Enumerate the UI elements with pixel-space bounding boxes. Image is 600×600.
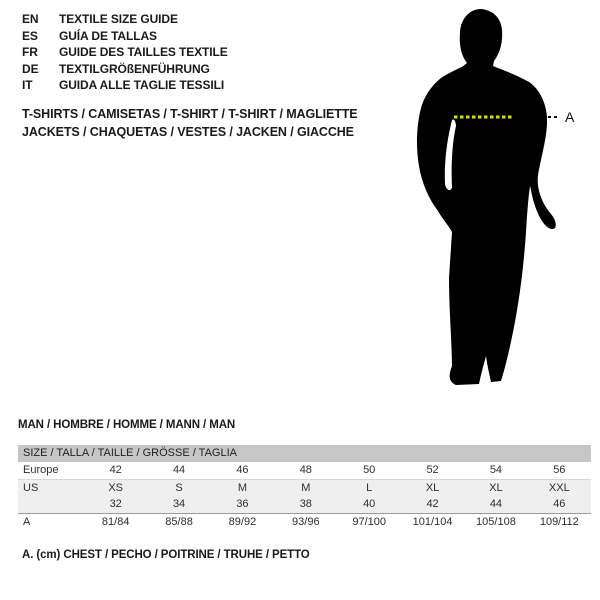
table-cell: 50: [363, 464, 376, 476]
language-label: GUÍA DE TALLAS: [59, 28, 157, 43]
measure-label-a: A: [565, 109, 575, 125]
table-cell: XXL: [548, 481, 570, 494]
table-cell: XS: [108, 481, 124, 494]
section-label-man: MAN / HOMBRE / HOMME / MANN / MAN: [18, 419, 236, 431]
table-cell: 32: [109, 498, 122, 510]
table-cell: 38: [299, 498, 312, 510]
table-row-us-numeric: [18, 496, 591, 513]
language-label: GUIDE DES TAILLES TEXTILE: [59, 45, 228, 59]
row-label: Europe: [23, 464, 59, 476]
table-cell: 56: [553, 464, 566, 476]
table-cell: 44: [489, 498, 503, 510]
table-cell: 48: [299, 464, 312, 476]
table-cell: 42: [109, 464, 122, 476]
table-cell: 46: [236, 464, 249, 476]
table-cell: 81/84: [101, 515, 130, 528]
table-cell: 52: [426, 464, 439, 476]
table-cell: 101/104: [412, 515, 453, 528]
table-cell: 54: [489, 464, 503, 476]
table-cell: M: [301, 481, 311, 494]
table-cell: M: [237, 481, 248, 494]
table-cell: 93/96: [292, 515, 320, 528]
size-table: [18, 445, 591, 530]
table-cell: XL: [489, 481, 503, 494]
table-cell: 42: [426, 498, 439, 510]
category-line-jackets: JACKETS / CHAQUETAS / VESTES / JACKEN / GIACCHE: [22, 125, 354, 139]
table-row-us: [18, 480, 591, 497]
table-cell: 40: [363, 498, 376, 510]
table-cell: 89/92: [228, 515, 257, 528]
table-cell: 97/100: [352, 515, 387, 528]
table-cell: S: [175, 481, 183, 494]
row-label: US: [23, 481, 39, 494]
table-cell: 46: [553, 498, 566, 510]
table-cell: 85/88: [165, 515, 193, 528]
table-row-chest-a: [18, 513, 591, 531]
table-row-europe: [18, 462, 591, 480]
language-label: TEXTILE SIZE GUIDE: [59, 12, 178, 26]
category-line-tshirts: T-SHIRTS / CAMISETAS / T-SHIRT / T-SHIRT / MAGLIETTE: [22, 107, 358, 121]
table-cell: 36: [236, 498, 249, 510]
table-cell: 44: [172, 464, 186, 476]
language-label: TEXTILGRÖßENFÜHRUNG: [59, 61, 210, 76]
chest-footnote: A. (cm) CHEST / PECHO / POITRINE / TRUHE / PETTO: [22, 549, 310, 561]
language-code: EN: [22, 12, 39, 26]
language-code: IT: [22, 78, 33, 92]
language-code: DE: [22, 61, 39, 76]
language-code: FR: [22, 45, 38, 59]
language-label: GUIDA ALLE TAGLIE TESSILI: [59, 78, 225, 92]
table-cell: L: [366, 481, 373, 494]
table-cell: XL: [425, 481, 440, 494]
language-code: ES: [22, 28, 38, 43]
man-silhouette: [417, 9, 556, 385]
size-table-header: SIZE / TALLA / TAILLE / GRÖSSE / TAGLIA: [18, 445, 591, 462]
table-cell: 109/112: [539, 515, 579, 528]
table-cell: 105/108: [476, 515, 516, 528]
table-cell: 34: [172, 498, 186, 510]
row-label: A: [23, 515, 31, 528]
